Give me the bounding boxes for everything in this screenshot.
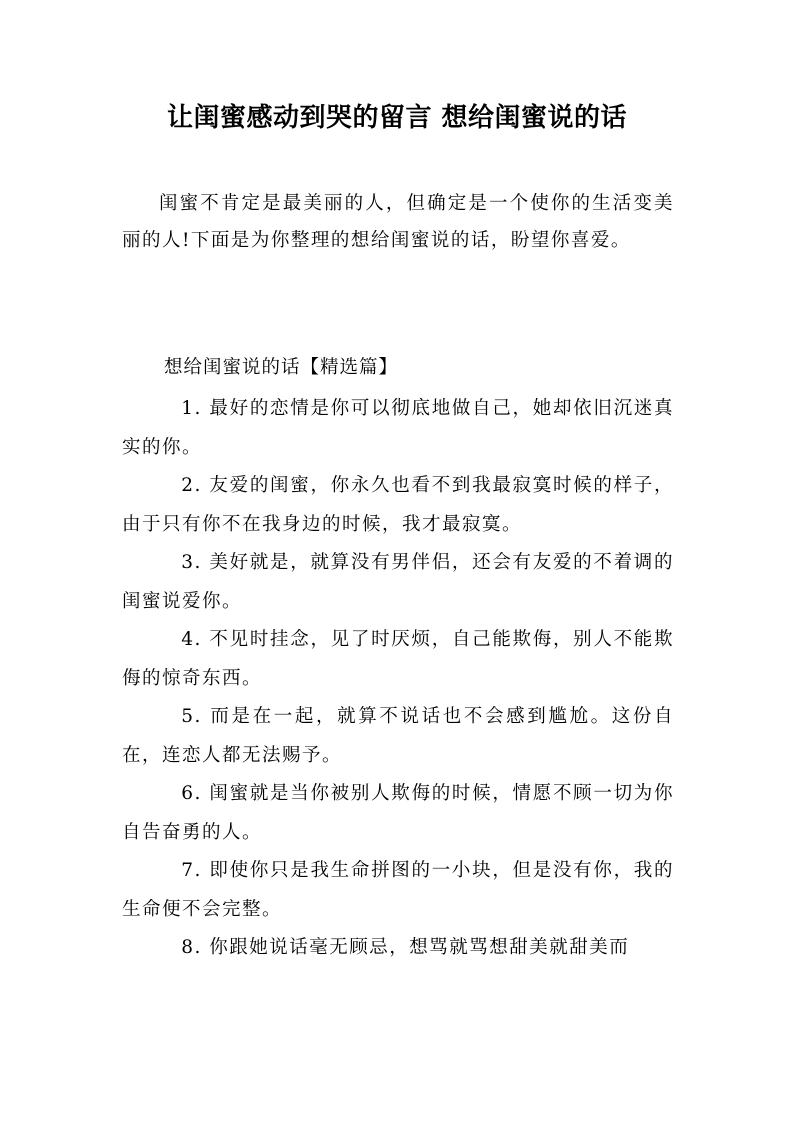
section-heading: 想给闺蜜说的话【精选篇】 [164,357,399,378]
list-item: 5. 而是在一起，就算不说话也不会感到尴尬。这份自在，连恋人都无法赐予。 [122,706,674,766]
list-item: 8. 你跟她说话毫无顾忌，想骂就骂想甜美就甜美而 [181,937,630,958]
list-item: 1. 最好的恋情是你可以彻底地做自己，她却依旧沉迷真实的你。 [122,398,674,458]
list-item: 3. 美好就是，就算没有男伴侣，还会有友爱的不着调的闺蜜说爱你。 [122,552,674,612]
page-title: 让闺蜜感动到哭的留言 想给闺蜜说的话 [166,103,628,133]
list-item: 6. 闺蜜就是当你被别人欺侮的时候，情愿不顾一切为你自告奋勇的人。 [122,783,674,843]
list-item: 7. 即使你只是我生命拼图的一小块，但是没有你，我的生命便不会完整。 [122,860,674,920]
item-list [122,390,674,968]
intro-paragraph: 闺蜜不肯定是最美丽的人，但确定是一个使你的生活变美丽的人!下面是为你整理的想给闺蜜说的话，盼望你喜爱。 [122,193,674,251]
list-item: 4. 不见时挂念，见了时厌烦，自己能欺侮，别人不能欺侮的惊奇东西。 [122,629,674,689]
list-item: 2. 友爱的闺蜜，你永久也看不到我最寂寞时候的样子，由于只有你不在我身边的时候，我才最寂寞。 [122,475,674,535]
